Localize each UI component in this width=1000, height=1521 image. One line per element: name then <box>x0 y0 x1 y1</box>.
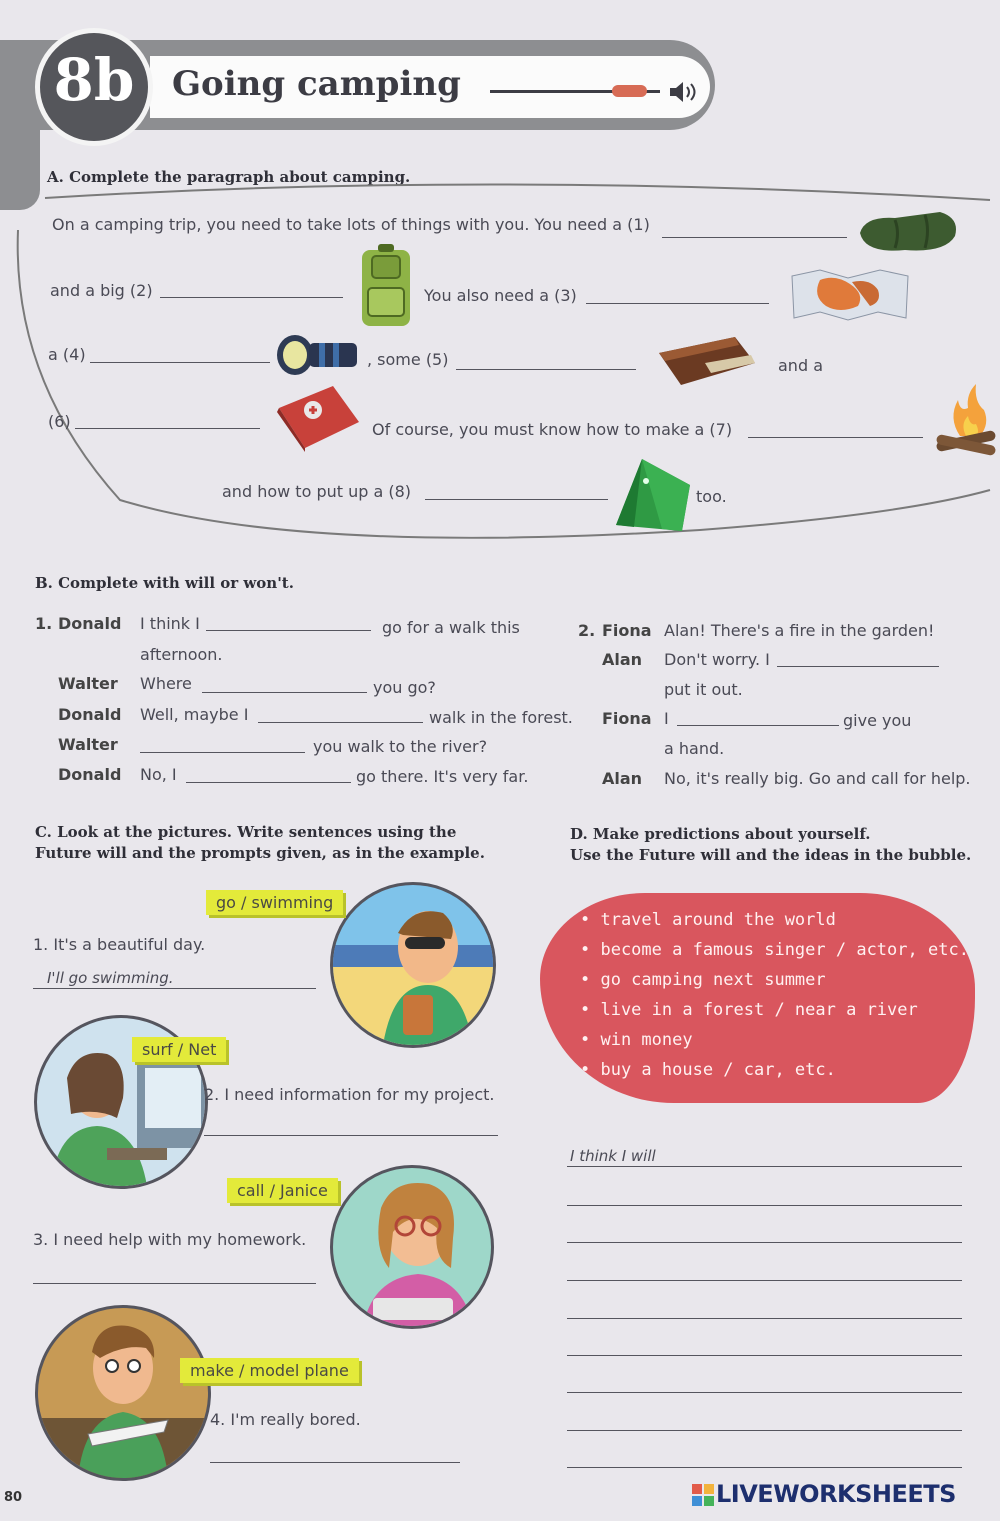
d1-text-5: you go? <box>373 678 436 697</box>
d1-text-8: you walk to the river? <box>313 737 488 756</box>
d-answer-4-field[interactable] <box>567 1280 962 1281</box>
prompt-3-tag: call / Janice <box>227 1178 338 1203</box>
campfire-icon <box>930 378 1000 466</box>
d2-text-2: Don't worry. I <box>664 650 770 669</box>
c-sentence-2: 2. I need information for my project. <box>204 1085 495 1104</box>
answer-4-field[interactable] <box>90 362 270 363</box>
d1-text-7: walk in the forest. <box>429 708 573 727</box>
a-line-9: and how to put up a (8) <box>222 482 412 501</box>
answer-5-field[interactable] <box>456 369 636 370</box>
section-d-instruction-1: D. Make predictions about yourself. <box>570 825 871 843</box>
answer-2-field[interactable] <box>160 297 343 298</box>
dialogue-2-number: 2. <box>578 621 596 640</box>
d2-text-5: give you <box>843 711 912 730</box>
d-answer-1-text: I think I will <box>570 1147 656 1165</box>
speaker-walter-1: Walter <box>58 674 118 693</box>
d-answer-1-field[interactable] <box>567 1146 962 1167</box>
speaker-icon[interactable] <box>668 80 700 108</box>
idea-5: • win money <box>580 1030 693 1050</box>
dialogue-1-number: 1. <box>35 614 53 633</box>
speaker-walter-2: Walter <box>58 735 118 754</box>
c-answer-1-text: I'll go swimming. <box>47 969 174 987</box>
speaker-fiona-1: Fiona <box>602 621 652 640</box>
d2-text-1: Alan! There's a fire in the garden! <box>664 621 935 640</box>
prompt-2-tag: surf / Net <box>132 1037 226 1062</box>
d1-text-2: go for a walk this <box>382 618 520 637</box>
a-line-10: too. <box>696 487 727 506</box>
d-answer-6-field[interactable] <box>567 1355 962 1356</box>
idea-4: • live in a forest / near a river <box>580 1000 918 1020</box>
section-a-instruction: A. Complete the paragraph about camping. <box>47 168 411 186</box>
speaker-donald-2: Donald <box>58 705 122 724</box>
c-answer-3-field[interactable] <box>33 1283 316 1284</box>
answer-7-field[interactable] <box>748 437 923 438</box>
d1-text-4: Where <box>140 674 192 693</box>
backpack-icon <box>358 244 414 332</box>
a-line-4: a (4) <box>48 345 86 364</box>
first-aid-kit-icon <box>275 382 363 456</box>
brand-text: LIVEWORKSHEETS <box>716 1480 956 1508</box>
a-line-3: You also need a (3) <box>424 286 577 305</box>
d-answer-3-field[interactable] <box>567 1242 962 1243</box>
c-sentence-1: 1. It's a beautiful day. <box>33 935 206 954</box>
b1-answer-2[interactable] <box>202 692 367 693</box>
b1-answer-3[interactable] <box>258 722 423 723</box>
speaker-fiona-2: Fiona <box>602 709 652 728</box>
a-line-5: , some (5) <box>367 350 449 369</box>
picture-boy-beach <box>330 882 496 1048</box>
idea-1: • travel around the world <box>580 910 836 930</box>
answer-3-field[interactable] <box>586 303 769 304</box>
torch-icon <box>275 333 361 381</box>
speaker-donald-3: Donald <box>58 765 122 784</box>
d2-text-6: a hand. <box>664 739 725 758</box>
idea-2: • become a famous singer / actor, etc. <box>580 940 969 960</box>
idea-6: • buy a house / car, etc. <box>580 1060 836 1080</box>
ideas-list <box>580 910 969 1090</box>
d-answer-7-field[interactable] <box>567 1392 962 1393</box>
b1-answer-1[interactable] <box>206 630 371 631</box>
prompt-4-tag: make / model plane <box>180 1358 359 1383</box>
b2-answer-2[interactable] <box>677 725 839 726</box>
d1-text-3: afternoon. <box>140 645 223 664</box>
a-line-2: and a big (2) <box>50 281 153 300</box>
page-title: Going camping <box>172 64 461 104</box>
idea-3: • go camping next summer <box>580 970 826 990</box>
unit-number: 8b <box>53 46 135 114</box>
d-answer-2-field[interactable] <box>567 1205 962 1206</box>
a-line-8: Of course, you must know how to make a (7) <box>372 420 733 439</box>
c-sentence-4: 4. I'm really bored. <box>210 1410 361 1429</box>
c-sentence-3: 3. I need help with my homework. <box>33 1230 307 1249</box>
speaker-alan-1: Alan <box>602 650 643 669</box>
d2-text-4: I <box>664 709 669 728</box>
matches-icon <box>655 333 759 393</box>
answer-6-field[interactable] <box>75 428 260 429</box>
section-c-instruction-1: C. Look at the pictures. Write sentences using the <box>35 823 457 841</box>
d2-text-3: put it out. <box>664 680 743 699</box>
d1-text-6: Well, maybe I <box>140 705 249 724</box>
audio-progress <box>612 85 647 97</box>
d1-text-9: No, I <box>140 765 177 784</box>
speaker-donald-1: Donald <box>58 614 122 633</box>
section-b-instruction: B. Complete with will or won't. <box>35 574 294 592</box>
picture-boy-model-plane <box>35 1305 211 1481</box>
b1-answer-5[interactable] <box>186 782 351 783</box>
liveworksheets-logo-icon <box>692 1484 714 1510</box>
map-icon <box>790 266 910 326</box>
section-c-instruction-2: Future will and the prompts given, as in the example. <box>35 844 485 862</box>
answer-8-field[interactable] <box>425 499 608 500</box>
c-answer-1-field[interactable] <box>33 968 316 989</box>
c-answer-2-field[interactable] <box>204 1135 498 1136</box>
prompt-1-tag: go / swimming <box>206 890 343 915</box>
speaker-alan-2: Alan <box>602 769 643 788</box>
a-line-7: (6) <box>48 412 71 431</box>
b1-answer-4[interactable] <box>140 752 305 753</box>
d-answer-5-field[interactable] <box>567 1318 962 1319</box>
answer-1-field[interactable] <box>662 237 847 238</box>
picture-girl-phone <box>330 1165 494 1329</box>
d1-text-10: go there. It's very far. <box>356 767 529 786</box>
page-number: 80 <box>4 1490 23 1505</box>
tent-icon <box>612 455 692 541</box>
section-d-instruction-2: Use the Future will and the ideas in the bubble. <box>570 846 972 864</box>
a-line-1: On a camping trip, you need to take lots of things with you. You need a (1) <box>52 215 650 234</box>
b2-answer-1[interactable] <box>777 666 939 667</box>
d-answer-8-field[interactable] <box>567 1430 962 1431</box>
d1-text-1: I think I <box>140 614 200 633</box>
c-answer-4-field[interactable] <box>210 1462 460 1463</box>
d-answer-9-field[interactable] <box>567 1467 962 1468</box>
sleeping-bag-icon <box>855 208 965 262</box>
a-line-6: and a <box>778 356 823 375</box>
d2-text-7: No, it's really big. Go and call for help. <box>664 769 971 788</box>
